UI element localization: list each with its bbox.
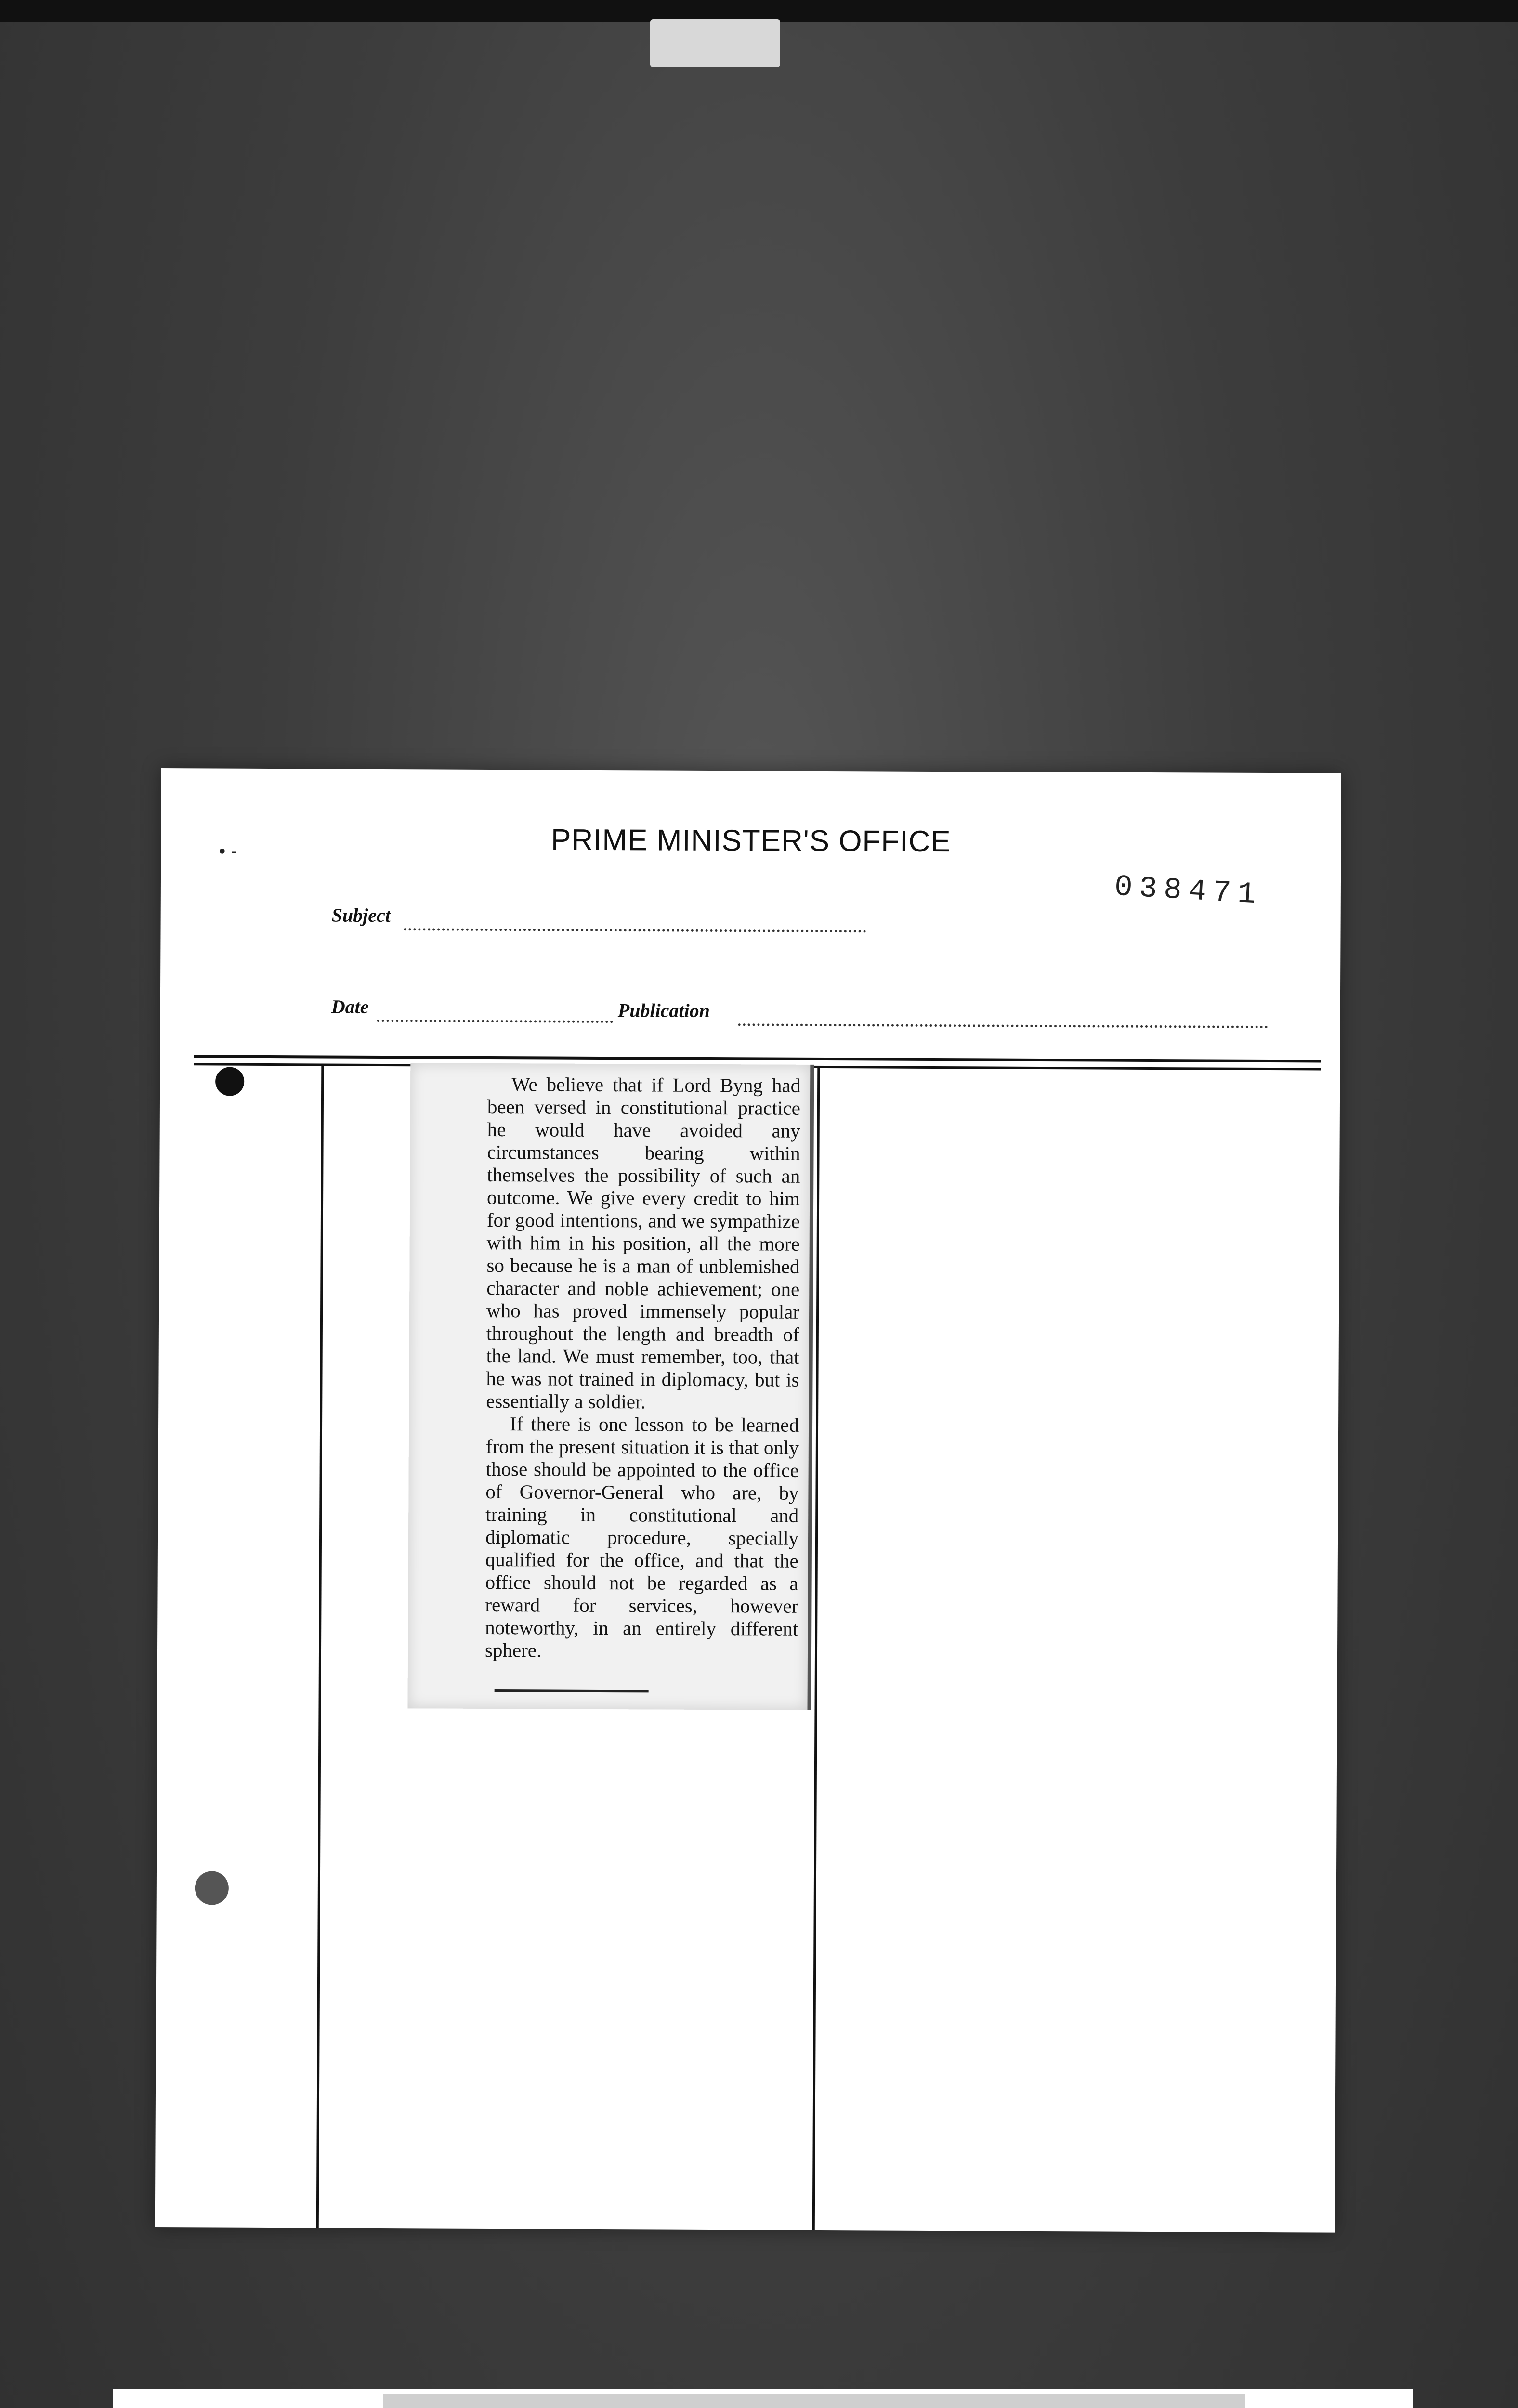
clipping-text <box>485 1073 800 1663</box>
clipping-paragraph-2: If there is one lesson to be learned from the present situation it is that only those should be appointed to the office of Governor-General who are, by training in constitutional and diplomatic procedure, specially qualified for the office, and that the office should not be regarded as a reward for services, however noteworthy, in an entirely different sphere. <box>484 1413 799 1662</box>
corner-mark: • - <box>219 840 237 862</box>
punch-hole-top <box>215 1067 244 1096</box>
tape-strip <box>650 19 780 67</box>
film-edge-top <box>0 0 1518 22</box>
subject-dotted-line <box>404 928 866 932</box>
clipping-end-rule <box>495 1689 649 1692</box>
office-title: PRIME MINISTER'S OFFICE <box>550 823 951 859</box>
center-column-line <box>812 1068 820 2230</box>
date-label: Date <box>331 995 369 1018</box>
clipping-form-sheet <box>155 768 1341 2233</box>
archives-card <box>113 2389 1413 2408</box>
clipping-paragraph-1: We believe that if Lord Byng had been versed in constitutional practice he would have avoided any circumstances bearing within themselves the possibility of such an outcome. We give every credit to him for good intentions, and we sympathize with him in his position, all the more so because he is a man of unblemished character and noble achievement; one who has proved immensely popular throughout the length and breadth of the land. We must remember, too, that he was not trained in diplomacy, but is essentially a soldier. <box>486 1073 801 1413</box>
left-margin-line <box>316 1066 324 2228</box>
label-tape <box>383 2394 1245 2408</box>
publication-label: Publication <box>617 999 710 1021</box>
document-number-stamp: 038471 <box>1113 869 1263 912</box>
publication-dotted-line <box>738 1023 1268 1028</box>
subject-label: Subject <box>331 904 391 927</box>
newspaper-clipping <box>407 1063 814 1710</box>
header-rule-top <box>194 1055 1321 1062</box>
date-dotted-line <box>377 1020 613 1023</box>
punch-hole-bottom <box>195 1871 229 1905</box>
